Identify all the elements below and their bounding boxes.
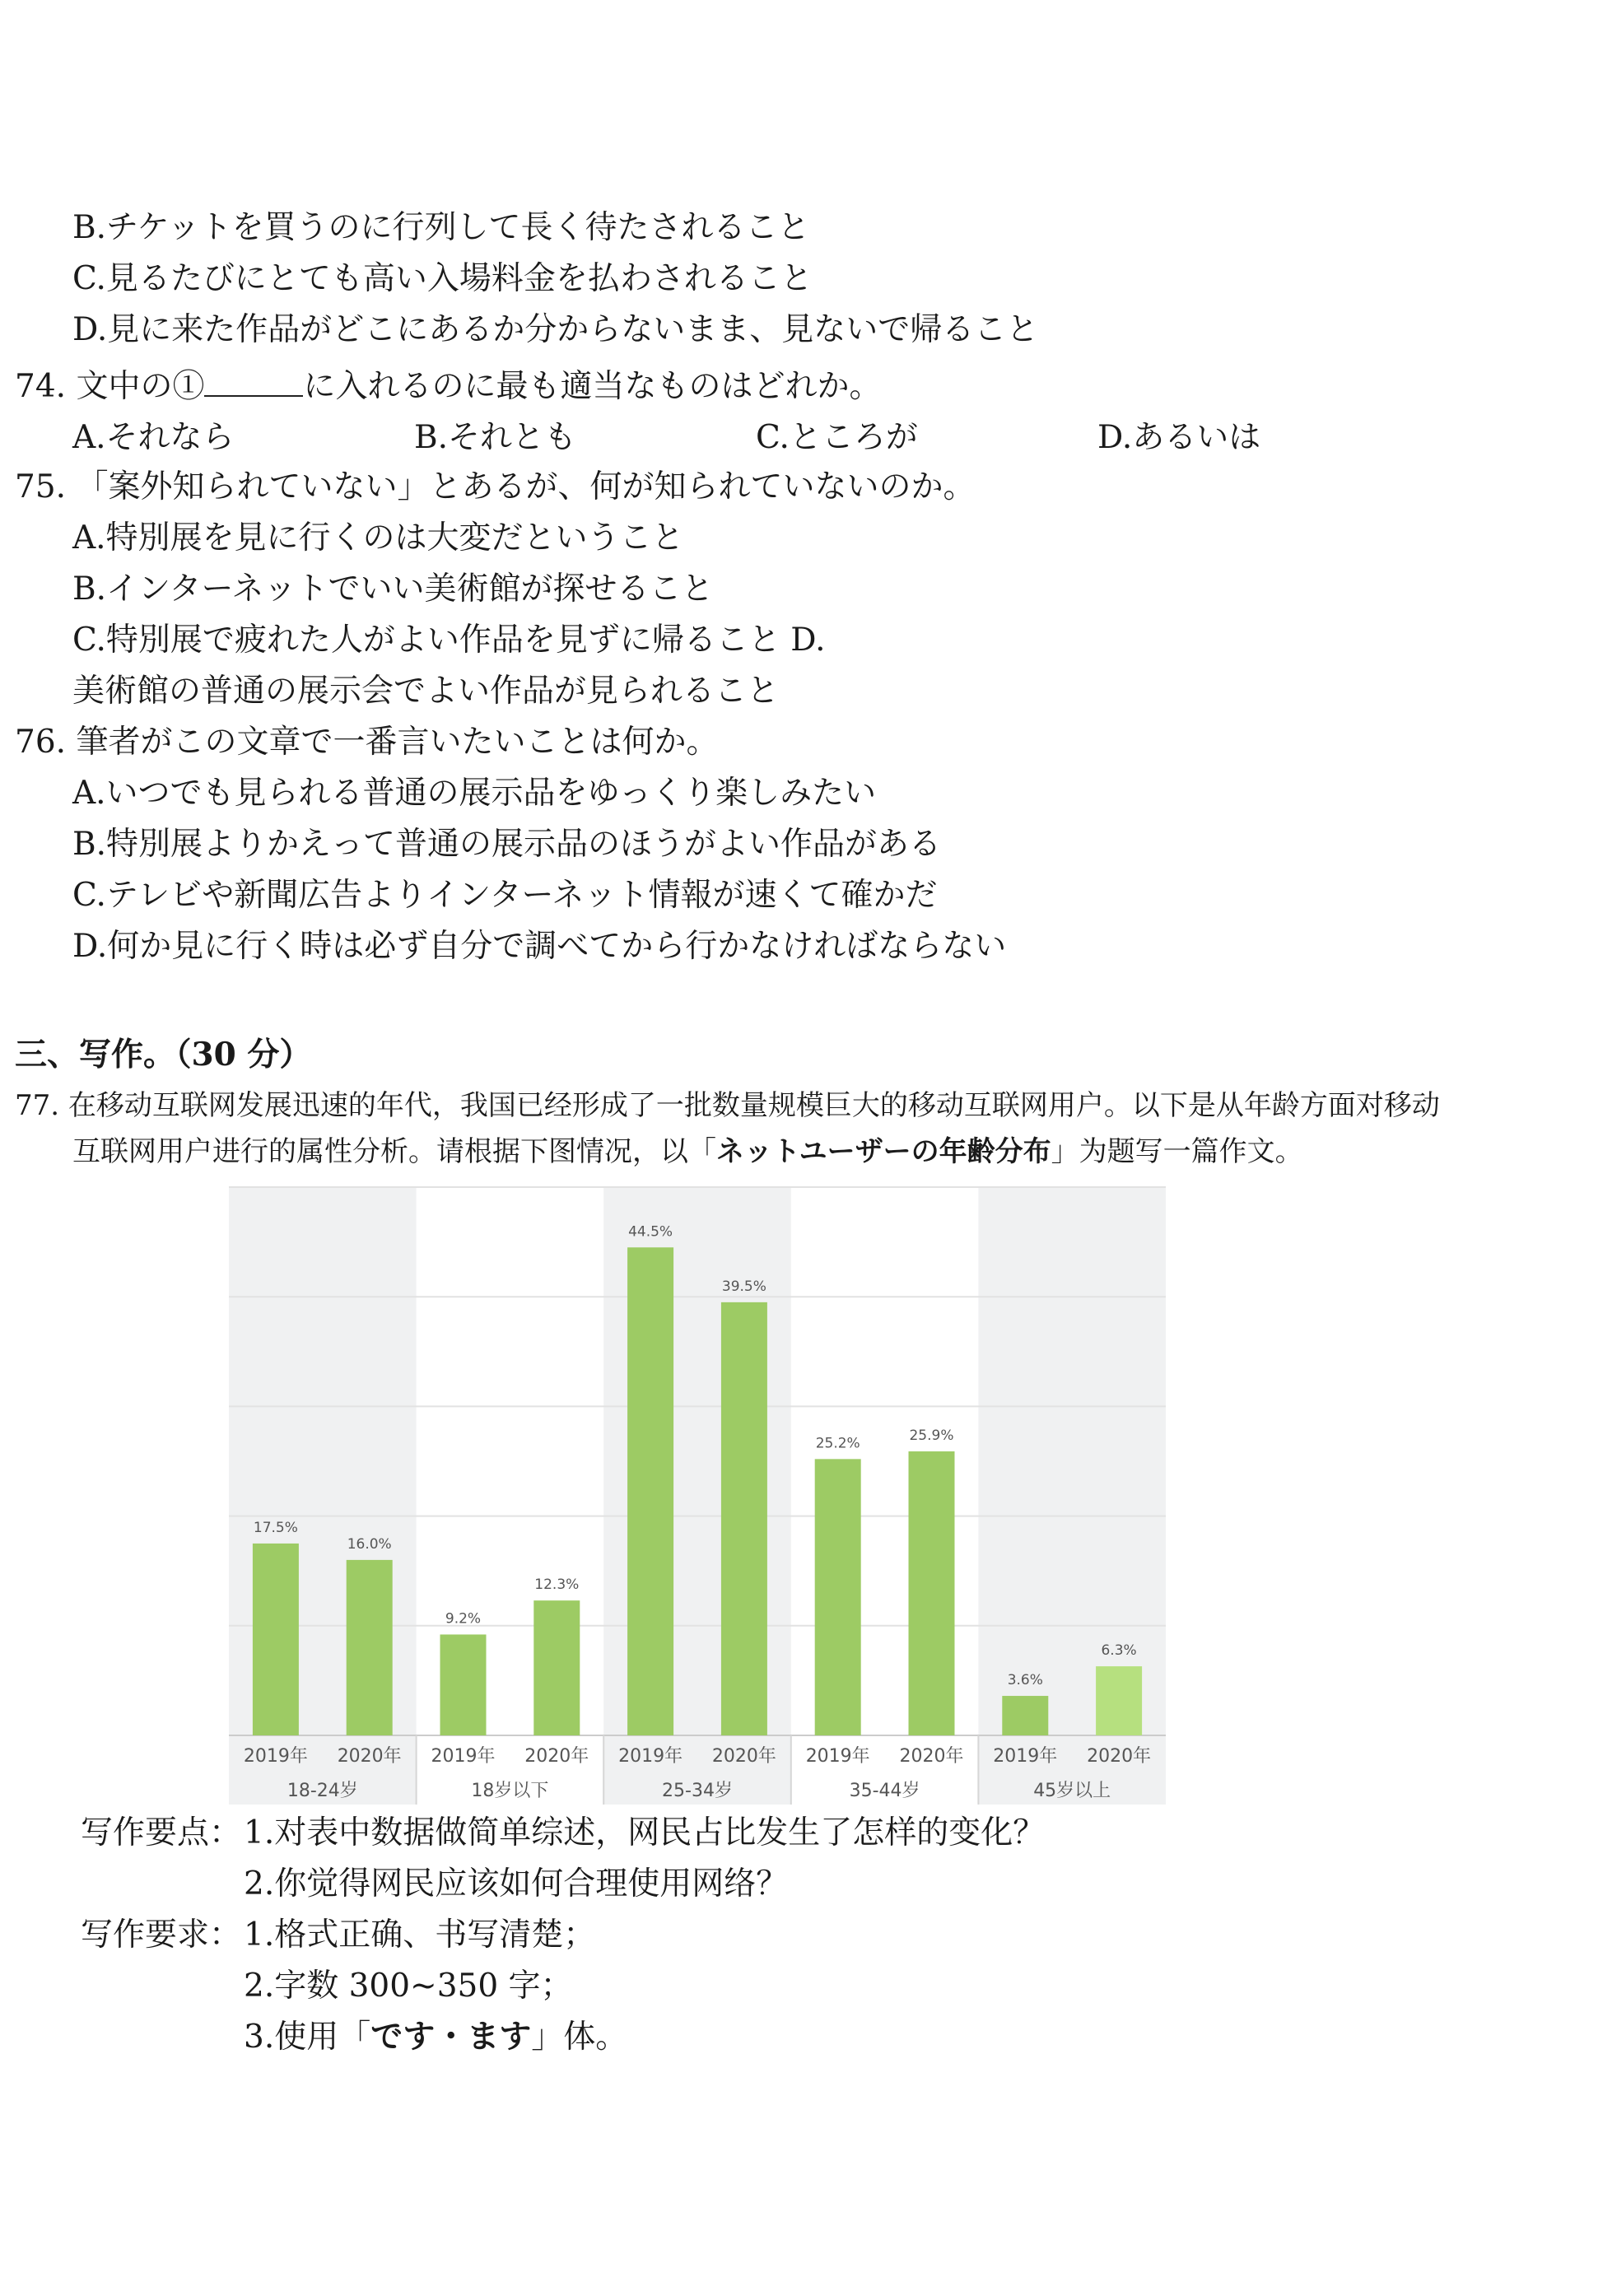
writing-requirements-label: 写作要求： bbox=[81, 1916, 242, 1954]
writing-requirement-1: 1.格式正确、书写清楚； bbox=[244, 1916, 596, 1954]
bar bbox=[533, 1600, 580, 1735]
group-label: 35-44岁 bbox=[849, 1781, 920, 1801]
data-label: 16.0% bbox=[347, 1535, 392, 1553]
q76-option-b: B.特別展よりかえって普通の展示品のほうがよい作品がある bbox=[72, 826, 942, 863]
q74-option-d: D.あるいは bbox=[1097, 419, 1261, 456]
q75-option-c: C.特別展で疲れた人がよい作品を見ずに帰ること D. bbox=[72, 622, 826, 659]
bar bbox=[253, 1544, 299, 1735]
group-label: 18-24岁 bbox=[287, 1781, 358, 1801]
group-label: 18岁以下 bbox=[471, 1781, 549, 1801]
writing-requirement-3-after: 」体。 bbox=[531, 2019, 628, 2056]
q74-option-c: C.ところが bbox=[756, 419, 918, 456]
q75-option-a: A.特別展を見に行くのは大変だということ bbox=[72, 519, 684, 557]
x-tick-label: 2019年 bbox=[431, 1746, 496, 1767]
bar bbox=[1002, 1696, 1048, 1735]
q74-option-a: A.それなら bbox=[72, 419, 235, 456]
q76-number: 76. bbox=[15, 724, 67, 761]
writing-requirement-2: 2.字数 300~350 字； bbox=[244, 1968, 573, 2005]
group-label: 45岁以上 bbox=[1033, 1781, 1111, 1801]
q77-number: 77. bbox=[15, 1089, 60, 1122]
writing-requirement-3-style: です・ます bbox=[370, 2019, 532, 2056]
q74-number: 74. bbox=[15, 368, 67, 405]
data-label: 17.5% bbox=[253, 1519, 298, 1536]
q76-option-c: C.テレビや新聞広告よりインターネット情報が速くて確かだ bbox=[72, 877, 938, 914]
q73-option-c: C.見るたびにとても高い入場料金を払わされること bbox=[72, 260, 813, 297]
writing-requirement-3-before: 3.使用「 bbox=[244, 2019, 371, 2056]
bar bbox=[909, 1451, 955, 1735]
q75-question bbox=[15, 467, 975, 508]
group-label: 25-34岁 bbox=[662, 1781, 733, 1801]
bar bbox=[721, 1302, 767, 1735]
q76-question bbox=[15, 722, 718, 763]
q73-option-d: D.見に来た作品がどこにあるか分からないまま、見ないで帰ること bbox=[72, 311, 1039, 348]
x-tick-label: 2020年 bbox=[524, 1746, 589, 1767]
chart-svg bbox=[229, 1181, 1166, 1805]
essay-title: ネットユーザーの年齢分布 bbox=[716, 1135, 1051, 1168]
q75-option-b: B.インターネットでいい美術館が探せること bbox=[72, 571, 714, 608]
bar bbox=[440, 1634, 487, 1735]
writing-points-label: 写作要点： bbox=[81, 1814, 242, 1851]
q74-text-after: に入れるのに最も適当なものはどれか。 bbox=[303, 368, 882, 405]
q75-number: 75. bbox=[15, 468, 67, 505]
x-tick-label: 2020年 bbox=[1087, 1746, 1152, 1767]
q74-option-b: B.それとも bbox=[414, 419, 577, 456]
x-tick-label: 2019年 bbox=[618, 1746, 683, 1767]
bar bbox=[1096, 1666, 1142, 1735]
q74-blank bbox=[204, 367, 303, 397]
data-label: 39.5% bbox=[721, 1278, 766, 1295]
data-label: 9.2% bbox=[445, 1610, 482, 1628]
q76-option-d: D.何か見に行く時は必ず自分で調べてから行かなければならない bbox=[72, 928, 1007, 965]
q76-option-a: A.いつでも見られる普通の展示品をゆっくり楽しみたい bbox=[72, 775, 877, 812]
writing-point-1: 1.对表中数据做简单综述，网民占比发生了怎样的变化？ bbox=[244, 1814, 1046, 1851]
x-tick-label: 2020年 bbox=[899, 1746, 964, 1767]
q76-text: 筆者がこの文章で一番言いたいことは何か。 bbox=[76, 724, 719, 761]
x-tick-label: 2020年 bbox=[711, 1746, 776, 1767]
bar bbox=[815, 1459, 861, 1735]
q77-line2-before: 互联网用户进行的属性分析。请根据下图情况，以「 bbox=[72, 1135, 716, 1168]
x-tick-label: 2019年 bbox=[805, 1746, 870, 1767]
data-label: 3.6% bbox=[1007, 1672, 1043, 1689]
x-tick-label: 2019年 bbox=[243, 1746, 308, 1767]
bar bbox=[627, 1247, 673, 1735]
data-label: 12.3% bbox=[534, 1576, 580, 1594]
q77-line2-after: 」为题写一篇作文。 bbox=[1051, 1135, 1303, 1168]
x-tick-label: 2020年 bbox=[337, 1746, 402, 1767]
writing-point-2: 2.你觉得网民应该如何合理使用网络？ bbox=[244, 1865, 789, 1902]
q75-text: 「案外知られていない」とあるが、何が知られていないのか。 bbox=[76, 468, 976, 505]
data-label: 25.2% bbox=[815, 1435, 860, 1452]
x-tick-label: 2019年 bbox=[993, 1746, 1058, 1767]
q73-option-b: B.チケットを買うのに行列して長く待たされること bbox=[72, 209, 810, 246]
q75-option-d: 美術館の普通の展示会でよい作品が見られること bbox=[72, 673, 780, 710]
q74-text-before: 文中の① bbox=[76, 368, 205, 405]
age-distribution-chart bbox=[229, 1181, 1166, 1805]
data-label: 6.3% bbox=[1101, 1642, 1137, 1660]
q77-prompt-line-1 bbox=[15, 1085, 1440, 1126]
data-label: 44.5% bbox=[628, 1223, 673, 1241]
q77-line1: 在移动互联网发展迅速的年代，我国已经形成了一批数量规模巨大的移动互联网用户。以下是从年龄方面对移动 bbox=[68, 1089, 1440, 1122]
writing-requirement-3 bbox=[244, 2017, 627, 2058]
data-label: 25.9% bbox=[909, 1427, 954, 1445]
section-3-heading: 三、写作。（30 分） bbox=[15, 1036, 312, 1073]
bar bbox=[347, 1560, 393, 1735]
q74-question bbox=[15, 366, 881, 408]
q77-prompt-line-2 bbox=[72, 1131, 1303, 1172]
